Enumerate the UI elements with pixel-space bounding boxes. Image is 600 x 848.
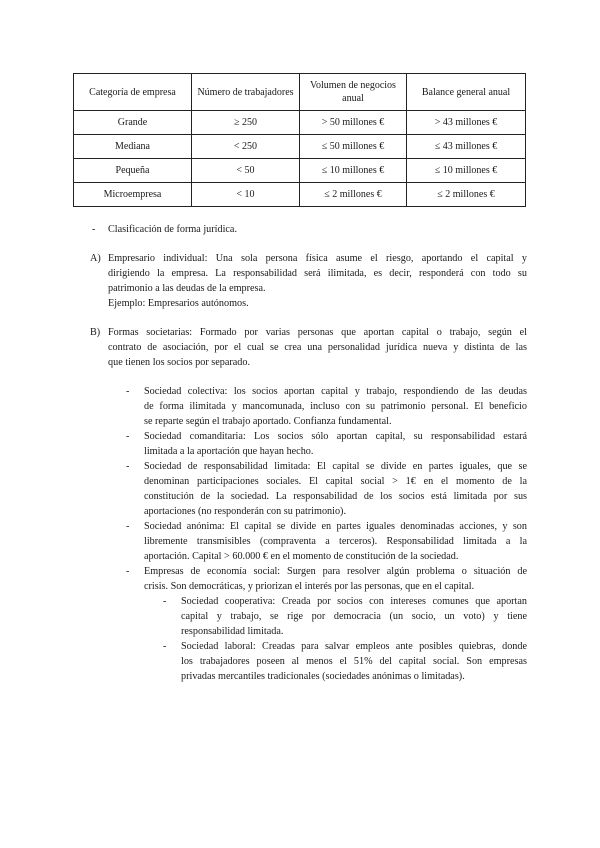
- subbullet-line: Sociedad laboral: Creadas para salvar empleos ante posibles quiebras, donde: [181, 641, 527, 652]
- bullet-line: de forma ilimitada y mancomunada, incluso con su patrimonio personal. El beneficio: [144, 401, 527, 412]
- section-b-line: contrato de asociación, por el cual se crea una personalidad jurídica nueva y distinta de las: [108, 342, 527, 353]
- table-header-row: [74, 74, 526, 111]
- cell-turnover: > 50 millones €: [300, 111, 407, 135]
- section-b-label: B): [90, 327, 101, 338]
- section-a-example: Ejemplo: Empresarios autónomos.: [108, 298, 249, 309]
- cell-balance: ≤ 43 millones €: [407, 135, 526, 159]
- bullet-line: Sociedad comanditaria: Los socios sólo aportan capital, su responsabilidad estará: [144, 431, 527, 442]
- cell-turnover: ≤ 50 millones €: [300, 135, 407, 159]
- header-workers: Número de trabajadores: [192, 74, 300, 111]
- header-turnover: Volumen de negocios anual: [300, 74, 407, 111]
- section-b-line: Formas societarias: Formado por varias personas que aportan capital o trabajo, según el: [108, 327, 527, 338]
- bullet-dash: -: [126, 461, 130, 472]
- bullet-line: libremente transmisibles (compraventa a terceros). Responsabilidad limitada a la: [144, 536, 527, 547]
- bullet-dash: -: [126, 431, 130, 442]
- cell-workers: < 250: [192, 135, 300, 159]
- bullet-line: aportaciones (no responderán con su patrimonio).: [144, 506, 346, 517]
- bullet-line: aportación. Capital > 60.000 € en el momento de constitución de la sociedad.: [144, 551, 459, 562]
- section-a-line: patrimonio a las deudas de la empresa.: [108, 283, 266, 294]
- subbullet-line: responsabilidad limitada.: [181, 626, 284, 637]
- cell-balance: > 43 millones €: [407, 111, 526, 135]
- table-row: [74, 183, 526, 207]
- cell-workers: < 10: [192, 183, 300, 207]
- bullet-line: constitución de la sociedad. La responsabilidad de los socios está limitada por sus: [144, 491, 527, 502]
- cell-category: Mediana: [74, 135, 192, 159]
- bullet-line: denominan participaciones sociales. El capital social > 1€ en el momento de la: [144, 476, 527, 487]
- cell-balance: ≤ 10 millones €: [407, 159, 526, 183]
- cell-turnover: ≤ 2 millones €: [300, 183, 407, 207]
- bullet-line: Sociedad colectiva: los socios aportan capital y trabajo, respondiendo de las deudas: [144, 386, 527, 397]
- header-category: Categoría de empresa: [74, 74, 192, 111]
- subbullet-dash: -: [163, 596, 167, 607]
- cell-balance: ≤ 2 millones €: [407, 183, 526, 207]
- subbullet-dash: -: [163, 641, 167, 652]
- subbullet-line: capital y trabajo, se rige por democracia (un socio, un voto) y tiene: [181, 611, 527, 622]
- table-row: [74, 135, 526, 159]
- cell-turnover: ≤ 10 millones €: [300, 159, 407, 183]
- bullet-line: Sociedad de responsabilidad limitada: El capital se divide en partes iguales, que se: [144, 461, 527, 472]
- header-balance: Balance general anual: [407, 74, 526, 111]
- subbullet-line: Sociedad cooperativa: Creada por socios con intereses comunes que aportan: [181, 596, 527, 607]
- section-b-line: que tienen los socios por separado.: [108, 357, 251, 368]
- section-a-line: Empresario individual: Una sola persona física asume el riesgo, aportando el capital y: [108, 253, 527, 264]
- bullet-dash: -: [126, 386, 130, 397]
- subbullet-line: privadas mercantiles tradicionales (sociedades anónimas o limitadas).: [181, 671, 465, 682]
- table-row: [74, 159, 526, 183]
- intro-text: Clasificación de forma jurídica.: [108, 224, 237, 235]
- bullet-line: limitada a la aportación que hayan hecho.: [144, 446, 314, 457]
- bullet-line: crisis. Son democráticas, y priorizan el interés por las personas, que en el capital.: [144, 581, 475, 592]
- bullet-line: se reparte según el trabajo aportado. Confianza fundamental.: [144, 416, 392, 427]
- bullet-dash: -: [126, 566, 130, 577]
- cell-category: Grande: [74, 111, 192, 135]
- company-category-table: [73, 73, 526, 207]
- subbullet-line: los trabajadores poseen al menos el 51% del capital social. Son empresas: [181, 656, 527, 667]
- table-row: [74, 111, 526, 135]
- cell-workers: < 50: [192, 159, 300, 183]
- bullet-line: Sociedad anónima: El capital se divide en partes iguales denominadas acciones, y son: [144, 521, 527, 532]
- bullet-line: Empresas de economía social: Surgen para resolver algún problema o situación de: [144, 566, 527, 577]
- cell-category: Pequeña: [74, 159, 192, 183]
- cell-workers: ≥ 250: [192, 111, 300, 135]
- intro-dash: -: [92, 224, 96, 235]
- bullet-dash: -: [126, 521, 130, 532]
- section-a-line: dirigiendo la empresa. La responsabilidad será ilimitada, es decir, responderá con todo su: [108, 268, 527, 279]
- section-a-label: A): [90, 253, 101, 264]
- cell-category: Microempresa: [74, 183, 192, 207]
